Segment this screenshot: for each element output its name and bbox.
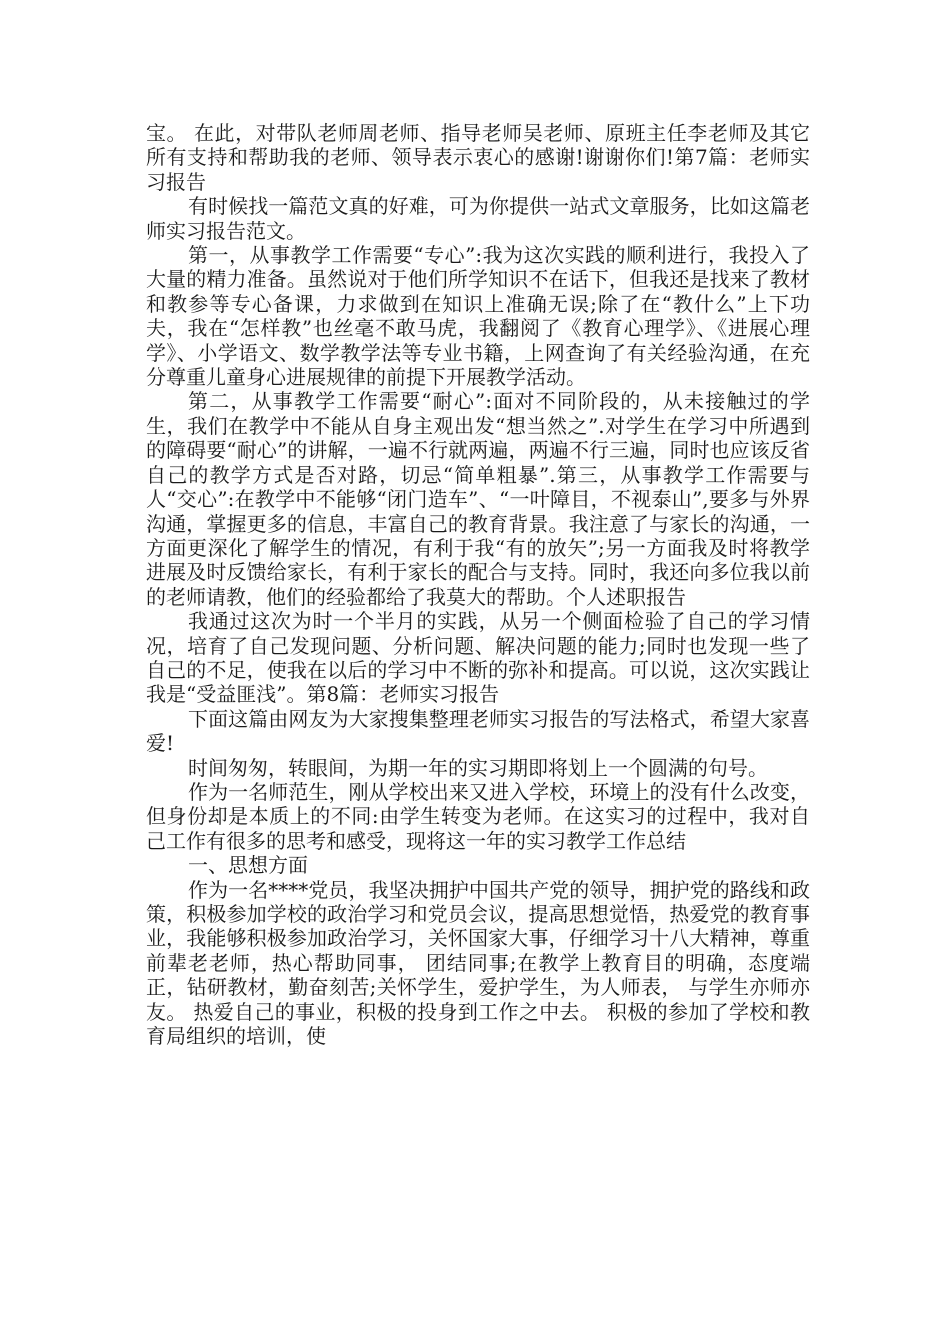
paragraph: 下面这篇由网友为大家搜集整理老师实习报告的写法格式，希望大家喜爱! — [146, 706, 810, 756]
paragraph: 有时候找一篇范文真的好难，可为你提供一站式文章服务，比如这篇老师实习报告范文。 — [146, 194, 810, 243]
paragraph: 作为一名****党员，我坚决拥护中国共产党的领导，拥护党的路线和政策，积极参加学校的政治学习和党员会议，提高思想觉悟，热爱党的教育事业，我能够积极参加政治学习，关怀国家大事，仔细学习十八大精神，尊重前辈老老师，热心帮助同事， 团结同事;在教学上教育目的明确，态度端正，钻研教材，勤奋刻苦;关怀学生，爱护学生，为人师表， 与学生亦师亦友。 热爱自己的事业，积极的投身到工作之中去。 积极的参加了学校和教育局组织的培训，使 — [146, 877, 810, 1049]
paragraph: 作为一名师范生，刚从学校出来又进入学校，环境上的没有什么改变，但身份却是本质上的不同:由学生转变为老师。在这实习的过程中，我对自己工作有很多的思考和感受，现将这一年的实习教学工作总结 — [146, 779, 810, 853]
paragraph: 时间匆匆，转眼间，为期一年的实习期即将划上一个圆满的句号。 — [188, 755, 768, 780]
paragraph: 第一，从事教学工作需要“专心”:我为这次实践的顺利进行，我投入了大量的精力准备。虽然说对于他们所学知识不在话下，但我还是找来了教材和教参等专心备课，力求做到在知识上准确无误;除了在“教什么”上下功夫，我在“怎样教”也丝毫不敢马虎，我翻阅了《教育心理学》、《进展心理学》、小学语文、数学教学法等专业书籍，上网查询了有关经验沟通，在充分尊重儿童身心进展规律的前提下开展教学活动。 — [146, 243, 810, 390]
paragraph: 我通过这次为时一个半月的实践，从另一个侧面检验了自己的学习情况，培育了自己发现问题、分析问题、解决问题的能力;同时也发现一些了自己的不足，使我在以后的学习中不断的弥补和提高。可以说，这次实践让我是“受益匪浅”。第8篇：老师实习报告 — [146, 609, 810, 707]
document-body — [146, 121, 810, 1048]
paragraph: 第二，从事教学工作需要“耐心”:面对不同阶段的，从未接触过的学生，我们在教学中不能从自身主观出发“想当然之”.对学生在学习中所遇到的障碍要“耐心”的讲解，一遍不行就两遍，两遍不行三遍，同时也应该反省自己的教学方式是否对路，切忌“简单粗暴”.第三，从事教学工作需要与人“交心”:在教学中不能够“闭门造车”、“一叶障目，不视泰山”,要多与外界沟通，掌握更多的信息，丰富自己的教育背景。我注意了与家长的沟通，一方面更深化了解学生的情况，有利于我“有的放矢”;另一方面我及时将教学进展及时反馈给家长，有利于家长的配合与支持。同时，我还向多位我以前的老师请教，他们的经验都给了我莫大的帮助。个人述职报告 — [146, 389, 810, 609]
paragraph: 宝。 在此，对带队老师周老师、指导老师吴老师、原班主任李老师及其它所有支持和帮助我的老师、领导表示衷心的感谢!谢谢你们!第7篇：老师实习报告 — [146, 121, 810, 194]
section-heading: 一、思想方面 — [188, 853, 308, 878]
